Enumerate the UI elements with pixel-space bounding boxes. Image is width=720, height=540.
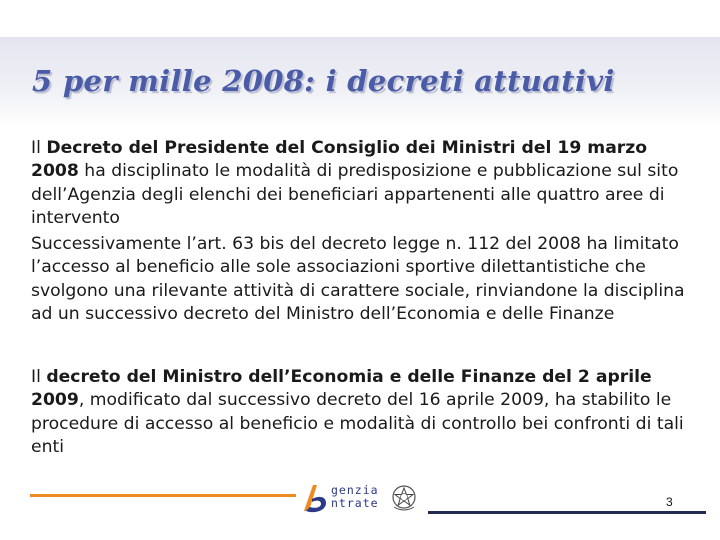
footer-orange-rule [30,494,296,497]
logo-line-1: genzia [331,483,379,497]
paragraph-dm-rest: , modificato dal successivo decreto del 16 aprile 2009, ha stabilito le procedure di accesso al beneficio e modalità di controllo bei confronti di tali enti [31,390,684,457]
paragraph-dpcm-lead: Il [31,138,47,158]
footer-navy-rule [428,511,706,514]
paragraph-dpcm-bold: Decreto del Presidente del Consiglio dei Ministri del 19 marzo 2008 [31,138,648,182]
logo-mark-icon [300,481,328,515]
paragraph-dm-bold: decreto del Ministro dell’Economia e delle Finanze del 2 aprile 2009 [31,367,652,411]
paragraph-art-63-bis: Successivamente l’art. 63 bis del decreto legge n. 112 del 2008 ha limitato l’accesso al beneficio alle sole associazioni sportive dilettantistiche che svolgono una rilevante attività di carattere sociale, rinviandone la disciplina ad un successivo decreto del Ministro dell’Economia e delle Finanze [31,234,685,324]
slide-title: 5 per mille 2008: i decreti attuativi [32,64,615,98]
agenzia-entrate-logo [300,479,424,519]
paragraph-dpcm [31,137,691,230]
paragraph-dm [31,366,691,459]
paragraph-dpcm-rest: ha disciplinato le modalità di predisposizione e pubblicazione sul sito dell’Agenzia degli elenchi dei beneficiari appartenenti alle quattro aree di intervento [31,161,679,228]
logo-line-2: ntrate [331,496,379,510]
italian-republic-emblem-icon [390,483,418,513]
logo-wordmark [326,484,379,510]
page-number: 3 [666,495,673,509]
paragraph-dm-lead: Il [31,367,47,387]
